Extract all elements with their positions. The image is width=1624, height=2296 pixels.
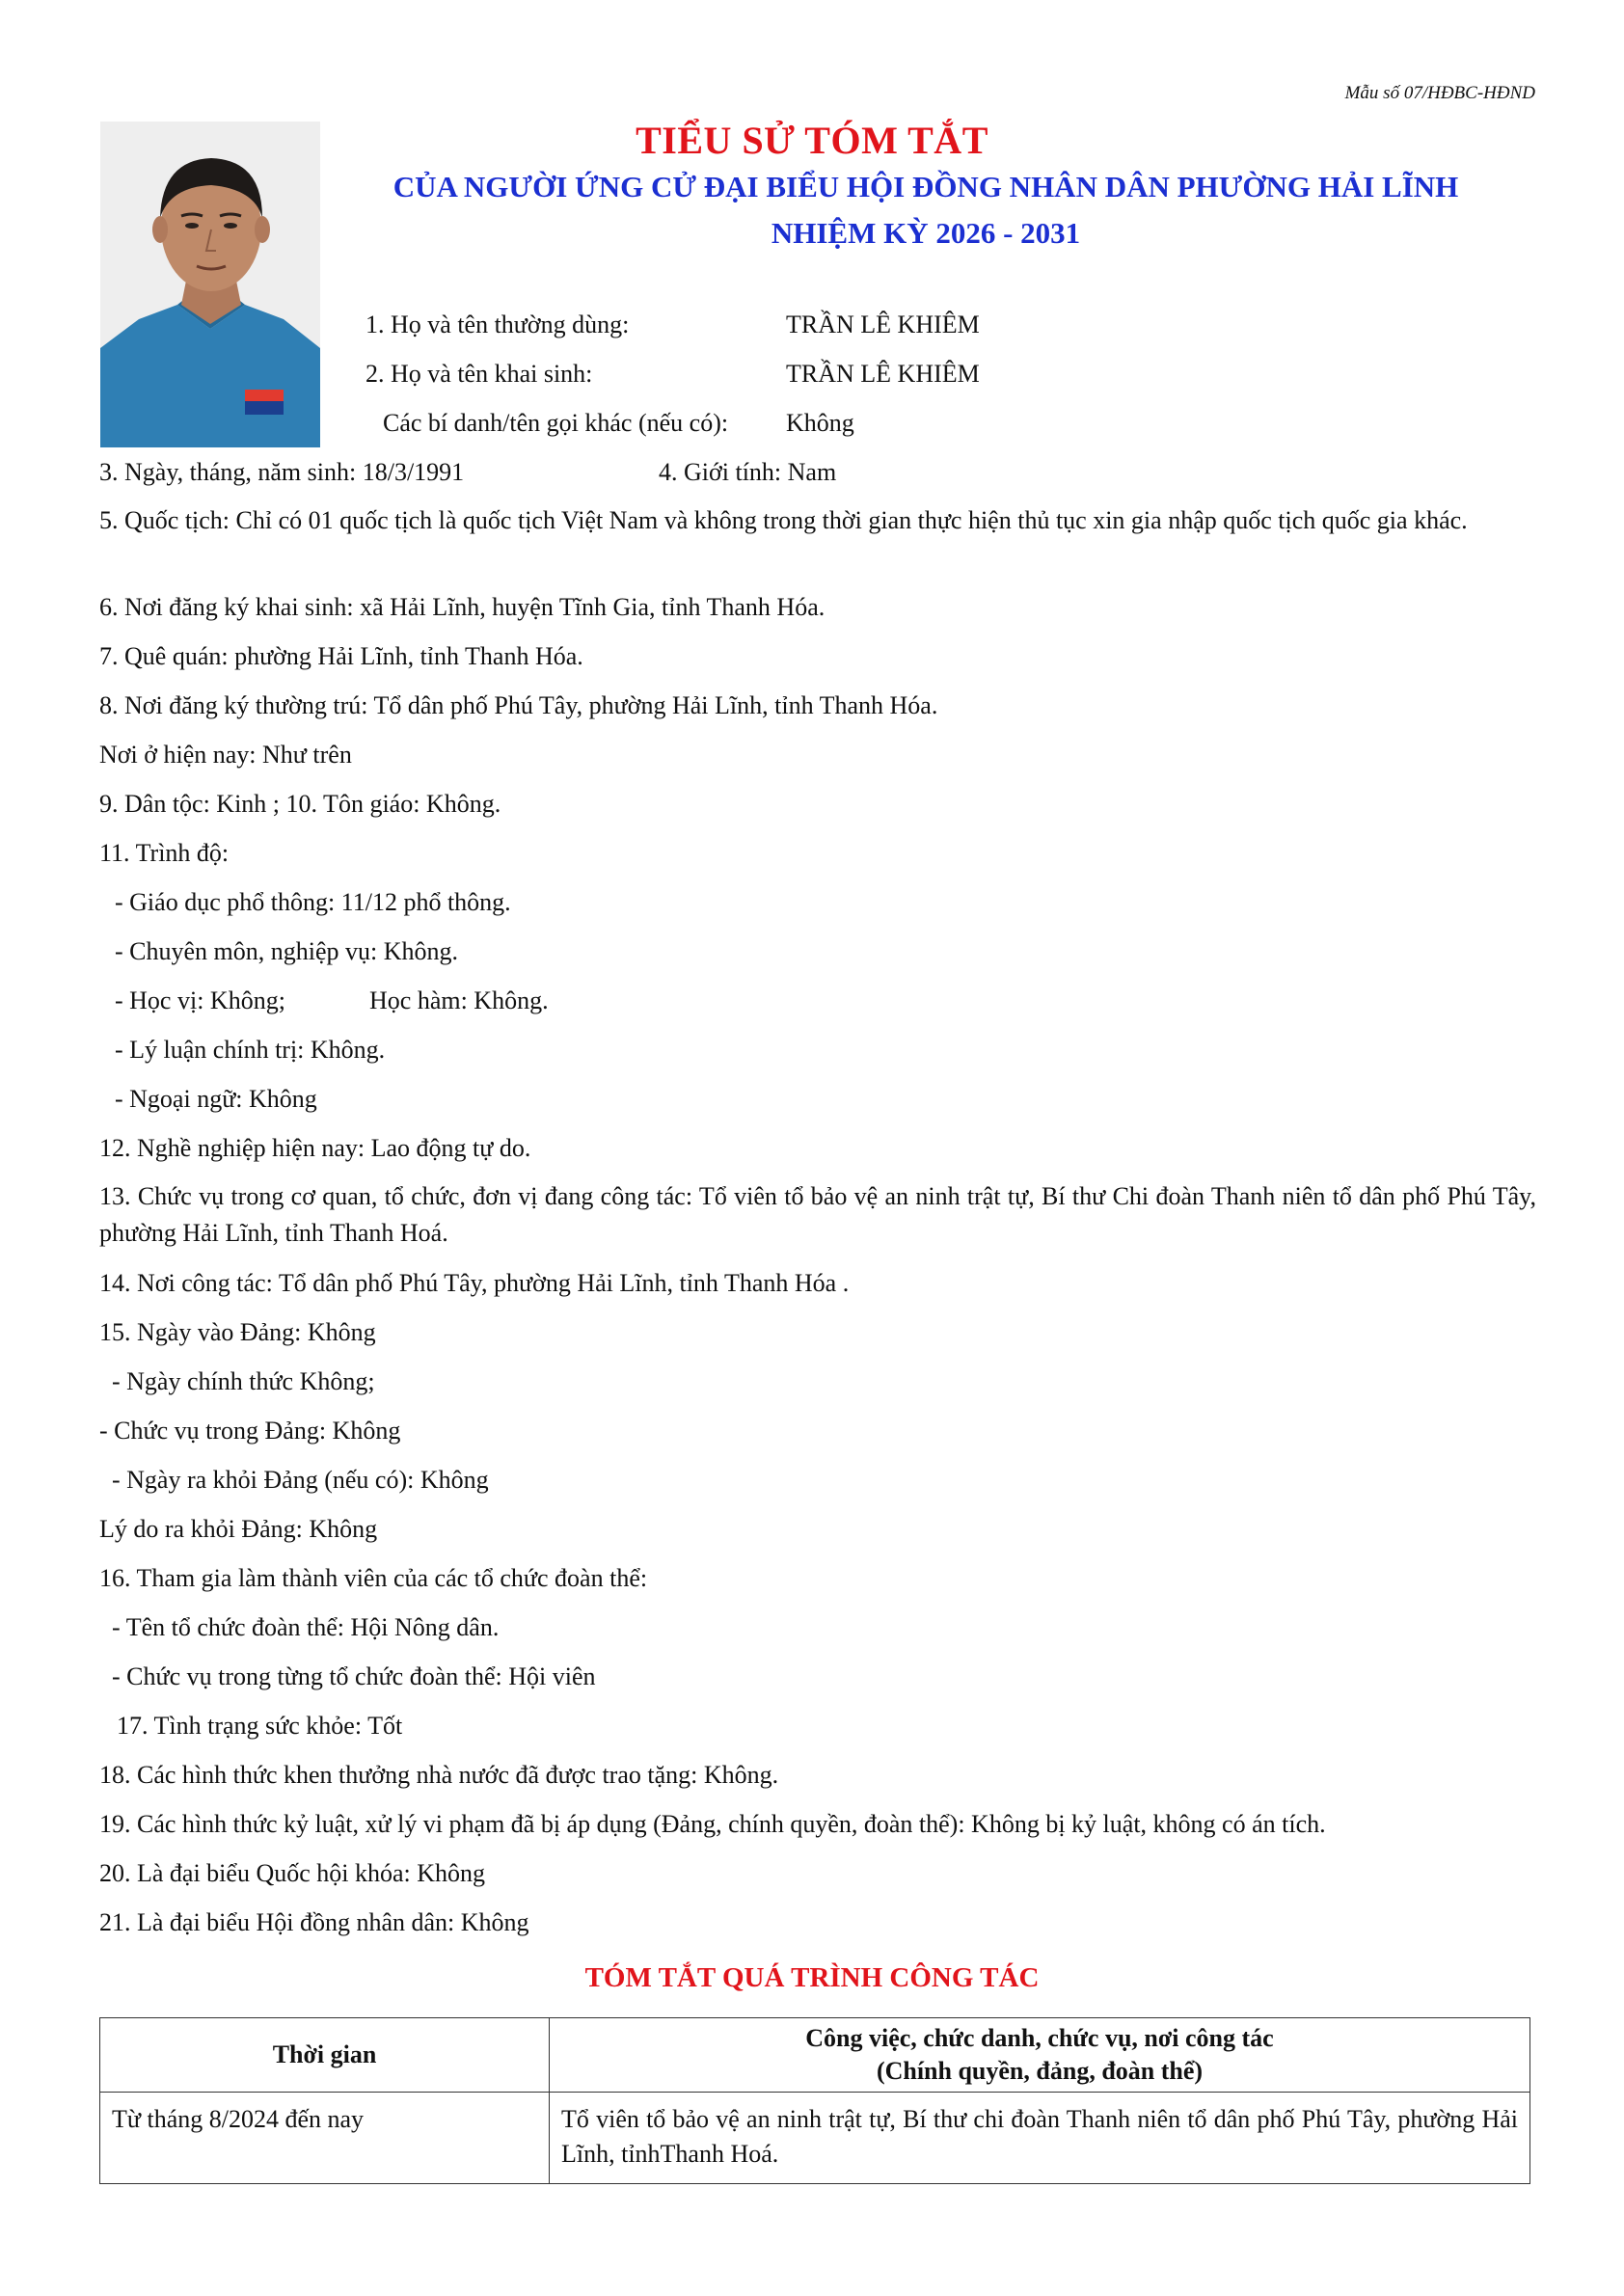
gender: 4. Giới tính: Nam [659, 458, 837, 486]
party-official-date: - Ngày chính thức Không; [112, 1367, 375, 1395]
organization-role: - Chức vụ trong từng tổ chức đoàn thể: Hội viên [112, 1662, 596, 1690]
foreign-language: - Ngoại ngữ: Không [115, 1085, 317, 1113]
party-leave-date: - Ngày ra khỏi Đảng (nếu có): Không [112, 1466, 489, 1494]
education-heading: 11. Trình độ: [99, 839, 230, 867]
party-position: - Chức vụ trong Đảng: Không [99, 1417, 401, 1445]
document-subtitle: CỦA NGƯỜI ỨNG CỬ ĐẠI BIỂU HỘI ĐỒNG NHÂN DÂN PHƯỜNG HẢI LĨNH [392, 170, 1459, 203]
name-birth-label: 2. Họ và tên khai sinh: [365, 360, 593, 388]
peoples-council: 21. Là đại biểu Hội đồng nhân dân: Không [99, 1908, 529, 1936]
column-header-work-line2: (Chính quyền, đảng, đoàn thể) [876, 2057, 1204, 2085]
health-status: 17. Tình trạng sức khỏe: Tốt [117, 1712, 403, 1740]
candidate-photo [100, 122, 320, 447]
nationality: 5. Quốc tịch: Chỉ có 01 quốc tịch là quốc tịch Việt Nam và không trong thời gian thực hiện thủ tục xin gia nhập quốc tịch quốc gia khác. [99, 506, 1468, 534]
table-header-row [100, 2018, 1530, 2093]
degree: - Học vị: Không; [115, 986, 285, 1014]
occupation: 12. Nghề nghiệp hiện nay: Lao động tự do. [99, 1134, 531, 1162]
awards: 18. Các hình thức khen thưởng nhà nước đã được trao tặng: Không. [99, 1761, 779, 1789]
workplace: 14. Nơi công tác: Tổ dân phố Phú Tây, phường Hải Lĩnh, tỉnh Thanh Hóa . [99, 1269, 850, 1297]
general-education: - Giáo dục phổ thông: 11/12 phổ thông. [115, 888, 511, 916]
academic-title: Học hàm: Không. [369, 986, 549, 1014]
ethnicity-religion: 9. Dân tộc: Kinh ; 10. Tôn giáo: Không. [99, 790, 501, 818]
organizations-heading: 16. Tham gia làm thành viên của các tổ chức đoàn thể: [99, 1564, 648, 1592]
current-position: 13. Chức vụ trong cơ quan, tổ chức, đơn vị đang công tác: Tổ viên tổ bảo vệ an ninh trật tự, Bí thư Chi đoàn Thanh niên tổ dân phố Phú Tây, phường Hải Lĩnh, tỉnh Thanh Hoá. [99, 1182, 1536, 1247]
document-title: TIỂU SỬ TÓM TẮT [636, 119, 988, 162]
work-history-table [99, 2017, 1530, 2184]
current-residence: Nơi ở hiện nay: Như trên [99, 741, 352, 769]
row-work: Tổ viên tổ bảo vệ an ninh trật tự, Bí thư chi đoàn Thanh niên tổ dân phố Phú Tây, phường Hải Lĩnh, tỉnhThanh Hoá. [550, 2093, 1530, 2184]
party-join-date: 15. Ngày vào Đảng: Không [99, 1318, 376, 1346]
aliases-label: Các bí danh/tên gọi khác (nếu có): [383, 409, 729, 437]
profession: - Chuyên môn, nghiệp vụ: Không. [115, 937, 459, 965]
name-common-value: TRẦN LÊ KHIÊM [786, 311, 980, 338]
document-term: NHIỆM KỲ 2026 - 2031 [771, 216, 1081, 250]
aliases-value: Không [786, 409, 854, 437]
name-common-label: 1. Họ và tên thường dùng: [365, 311, 630, 338]
permanent-residence: 8. Nơi đăng ký thường trú: Tổ dân phố Phú Tây, phường Hải Lĩnh, tỉnh Thanh Hóa. [99, 691, 938, 719]
portrait-image [100, 122, 320, 447]
discipline: 19. Các hình thức kỷ luật, xử lý vi phạm đã bị áp dụng (Đảng, chính quyền, đoàn thể): Không bị kỷ luật, không có án tích. [99, 1810, 1326, 1838]
birth-registration: 6. Nơi đăng ký khai sinh: xã Hải Lĩnh, huyện Tĩnh Gia, tỉnh Thanh Hóa. [99, 593, 826, 621]
national-assembly: 20. Là đại biểu Quốc hội khóa: Không [99, 1859, 486, 1887]
hometown: 7. Quê quán: phường Hải Lĩnh, tỉnh Thanh Hóa. [99, 642, 583, 670]
political-theory: - Lý luận chính trị: Không. [115, 1036, 386, 1064]
column-header-work [550, 2018, 1530, 2093]
party-leave-reason: Lý do ra khỏi Đảng: Không [99, 1515, 378, 1543]
date-of-birth: 3. Ngày, tháng, năm sinh: 18/3/1991 [99, 458, 465, 486]
column-header-time: Thời gian [100, 2018, 550, 2093]
column-header-work-line1: Công việc, chức danh, chức vụ, nơi công tác [805, 2024, 1274, 2052]
organization-name: - Tên tổ chức đoàn thể: Hội Nông dân. [112, 1613, 500, 1641]
row-time: Từ tháng 8/2024 đến nay [100, 2093, 550, 2184]
form-code: Mẫu số 07/HĐBC-HĐND [1344, 83, 1535, 103]
name-birth-value: TRẦN LÊ KHIÊM [786, 360, 980, 388]
work-history-title: TÓM TẮT QUÁ TRÌNH CÔNG TÁC [584, 1962, 1040, 1993]
table-row [100, 2093, 1530, 2184]
